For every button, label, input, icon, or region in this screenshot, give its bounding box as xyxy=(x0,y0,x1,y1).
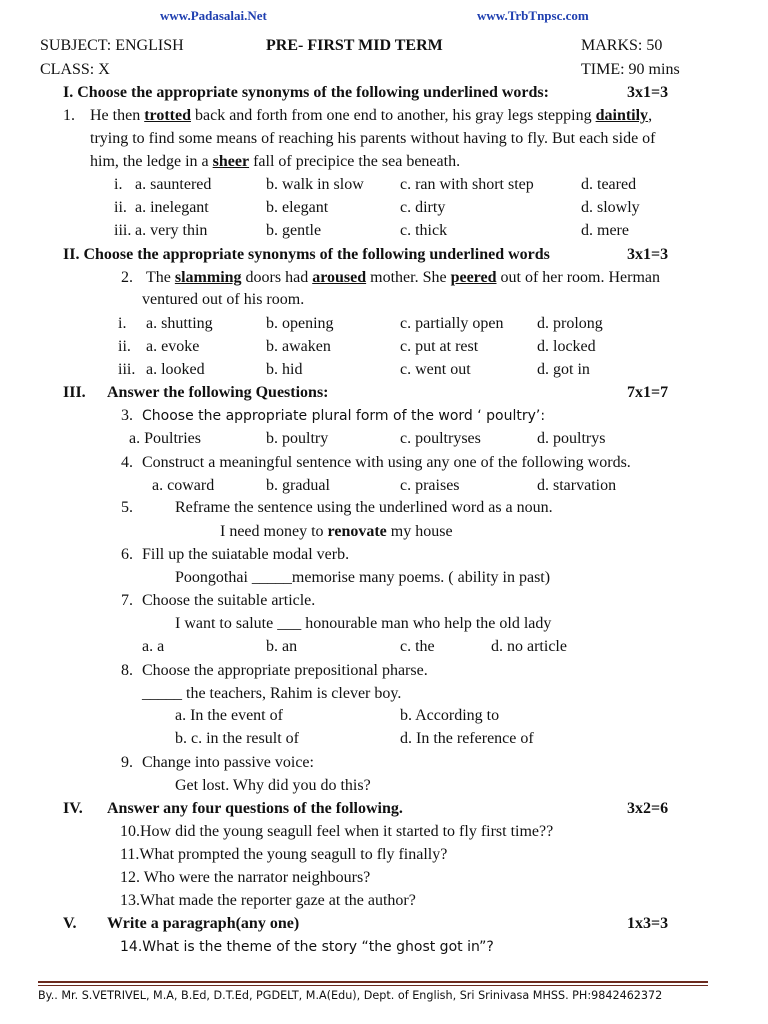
q2-underlined-peered: peered xyxy=(450,269,497,286)
q14-text: 14.What is the theme of the story “the ghost got in”? xyxy=(120,939,494,955)
s2-opt1-b: b. opening xyxy=(266,315,334,332)
s1-opt2-a: a. inelegant xyxy=(135,199,209,216)
q8-opt-c: b. c. in the result of xyxy=(175,730,299,747)
q9-text: Change into passive voice: xyxy=(142,754,314,771)
section1-marks: 3x1=3 xyxy=(627,84,669,101)
section3-roman: III. xyxy=(63,384,86,401)
q13-text: 13.What made the reporter gaze at the author? xyxy=(120,892,416,909)
s2-opt3-roman: iii. xyxy=(118,361,136,378)
q2-underlined-aroused: aroused xyxy=(312,269,367,286)
s1-opt1-d: d. teared xyxy=(581,176,637,193)
q3-opt-c: c. poultryses xyxy=(400,430,481,447)
time-label: TIME: 90 mins xyxy=(581,61,680,78)
s1-opt3-b: b. gentle xyxy=(266,222,322,239)
q2-underlined-slamming: slamming xyxy=(174,269,242,286)
class-label: CLASS: X xyxy=(40,61,110,78)
s1-opt2-b: b. elegant xyxy=(266,199,329,216)
marks-label: MARKS: 50 xyxy=(581,37,663,54)
q1-underlined-sheer: sheer xyxy=(212,153,250,170)
section4-marks: 3x2=6 xyxy=(627,800,669,817)
q10-text: 10.How did the young seagull feel when it started to fly first time?? xyxy=(120,823,554,840)
s1-opt2-c: c. dirty xyxy=(400,199,446,216)
s2-opt2-b: b. awaken xyxy=(266,338,331,355)
q4-number: 4. xyxy=(121,454,133,471)
section1-heading: I. Choose the appropriate synonyms of the following underlined words: xyxy=(63,84,549,101)
q8-sentence: _____ the teachers, Rahim is clever boy. xyxy=(142,685,402,702)
s2-opt3-a: a. looked xyxy=(146,361,205,378)
q1-line2: trying to find some means of reaching his parents without having to fly. But each side of xyxy=(90,130,656,147)
section4-roman: IV. xyxy=(63,800,83,817)
s2-opt1-d: d. prolong xyxy=(537,315,603,332)
q1-line1: He then trotted back and forth from one end to another, his gray legs stepping daintily, xyxy=(90,107,653,124)
q12-text: 12. Who were the narrator neighbours? xyxy=(120,869,371,886)
q3-text: Choose the appropriate plural form of the word ‘ poultry’: xyxy=(142,408,546,424)
q4-opt-a: a. coward xyxy=(152,477,215,494)
q2-line1: The slamming doors had aroused mother. She peered out of her room. Herman xyxy=(146,269,661,286)
s1-opt1-c: c. ran with short step xyxy=(400,176,534,193)
q8-opt-b: b. According to xyxy=(400,707,500,724)
q5-sentence: I need money to renovate my house xyxy=(220,523,453,540)
section5-marks: 1x3=3 xyxy=(627,915,669,932)
q4-opt-d: d. starvation xyxy=(537,477,617,494)
q2-number: 2. xyxy=(121,269,133,286)
section5-heading: Write a paragraph(any one) xyxy=(107,915,300,932)
section4-heading: Answer any four questions of the following. xyxy=(107,800,403,817)
q4-opt-c: c. praises xyxy=(400,477,460,494)
section3-marks: 7x1=7 xyxy=(627,384,669,401)
s2-opt3-c: c. went out xyxy=(400,361,471,378)
s2-opt1-roman: i. xyxy=(118,315,127,332)
q7-opt-d: d. no article xyxy=(491,638,567,655)
s2-opt2-roman: ii. xyxy=(118,338,131,355)
q2-line2: ventured out of his room. xyxy=(142,291,305,308)
s2-opt2-a: a. evoke xyxy=(146,338,200,355)
q8-opt-a: a. In the event of xyxy=(175,707,283,724)
q3-opt-d: d. poultrys xyxy=(537,430,606,447)
q1-underlined-trotted: trotted xyxy=(144,107,191,124)
q1-line3: him, the ledge in a sheer fall of precipice the sea beneath. xyxy=(90,153,461,170)
s1-opt3-a: a. very thin xyxy=(135,222,208,239)
section5-roman: V. xyxy=(63,915,77,932)
q9-sentence: Get lost. Why did you do this? xyxy=(175,777,371,794)
q7-text: Choose the suitable article. xyxy=(142,592,316,609)
s1-opt1-roman: i. xyxy=(114,176,123,193)
q7-sentence: I want to salute ___ honourable man who help the old lady xyxy=(175,615,552,632)
q1-underlined-daintily: daintily xyxy=(595,107,649,124)
site-link-trbtnpsc[interactable]: www.TrbTnpsc.com xyxy=(477,8,589,23)
q8-opt-d: d. In the reference of xyxy=(400,730,534,747)
q5-number: 5. xyxy=(121,499,133,516)
q4-text: Construct a meaningful sentence with using any one of the following words. xyxy=(142,454,631,471)
s1-opt2-d: d. slowly xyxy=(581,199,640,216)
q7-opt-c: c. the xyxy=(400,638,435,655)
q7-opt-b: b. an xyxy=(266,638,298,655)
q3-opt-a: a. Poultries xyxy=(129,430,201,447)
s1-opt3-d: d. mere xyxy=(581,222,629,239)
q4-opt-b: b. gradual xyxy=(266,477,330,494)
q6-text: Fill up the suiatable modal verb. xyxy=(142,546,350,563)
s1-opt3-roman: iii. xyxy=(114,222,132,239)
q9-number: 9. xyxy=(121,754,133,771)
q6-number: 6. xyxy=(121,546,133,563)
subject-label: SUBJECT: ENGLISH xyxy=(40,37,184,54)
q7-number: 7. xyxy=(121,592,133,609)
section2-heading: II. Choose the appropriate synonyms of the following underlined words xyxy=(63,246,550,263)
q8-number: 8. xyxy=(121,662,133,679)
q7-opt-a: a. a xyxy=(142,638,165,655)
q11-text: 11.What prompted the young seagull to fly finally? xyxy=(120,846,448,863)
exam-title: PRE- FIRST MID TERM xyxy=(266,37,443,54)
footer-rule-thin xyxy=(38,985,708,986)
site-link-padasalai[interactable]: www.Padasalai.Net xyxy=(160,8,267,23)
q3-opt-b: b. poultry xyxy=(266,430,329,447)
s2-opt2-c: c. put at rest xyxy=(400,338,479,355)
s2-opt1-a: a. shutting xyxy=(146,315,213,332)
q5-text: Reframe the sentence using the underlined word as a noun. xyxy=(175,499,553,516)
section3-heading: Answer the following Questions: xyxy=(107,384,329,401)
q5-underlined-renovate: renovate xyxy=(327,523,387,540)
s1-opt2-roman: ii. xyxy=(114,199,127,216)
s1-opt3-c: c. thick xyxy=(400,222,448,239)
section2-marks: 3x1=3 xyxy=(627,246,669,263)
footer-rule-thick xyxy=(38,981,708,983)
s2-opt3-b: b. hid xyxy=(266,361,303,378)
q8-text: Choose the appropriate prepositional pharse. xyxy=(142,662,428,679)
s2-opt3-d: d. got in xyxy=(537,361,590,378)
q3-number: 3. xyxy=(121,407,133,424)
s2-opt2-d: d. locked xyxy=(537,338,596,355)
s2-opt1-c: c. partially open xyxy=(400,315,504,332)
q6-sentence: Poongothai _____memorise many poems. ( ability in past) xyxy=(175,569,551,586)
s1-opt1-a: a. sauntered xyxy=(135,176,212,193)
q1-number: 1. xyxy=(63,107,75,124)
footer-credit: By.. Mr. S.VETRIVEL, M.A, B.Ed, D.T.Ed, PGDELT, M.A(Edu), Dept. of English, Sri Srinivasa MHSS. PH:9842462372 xyxy=(38,989,663,1002)
s1-opt1-b: b. walk in slow xyxy=(266,176,364,193)
